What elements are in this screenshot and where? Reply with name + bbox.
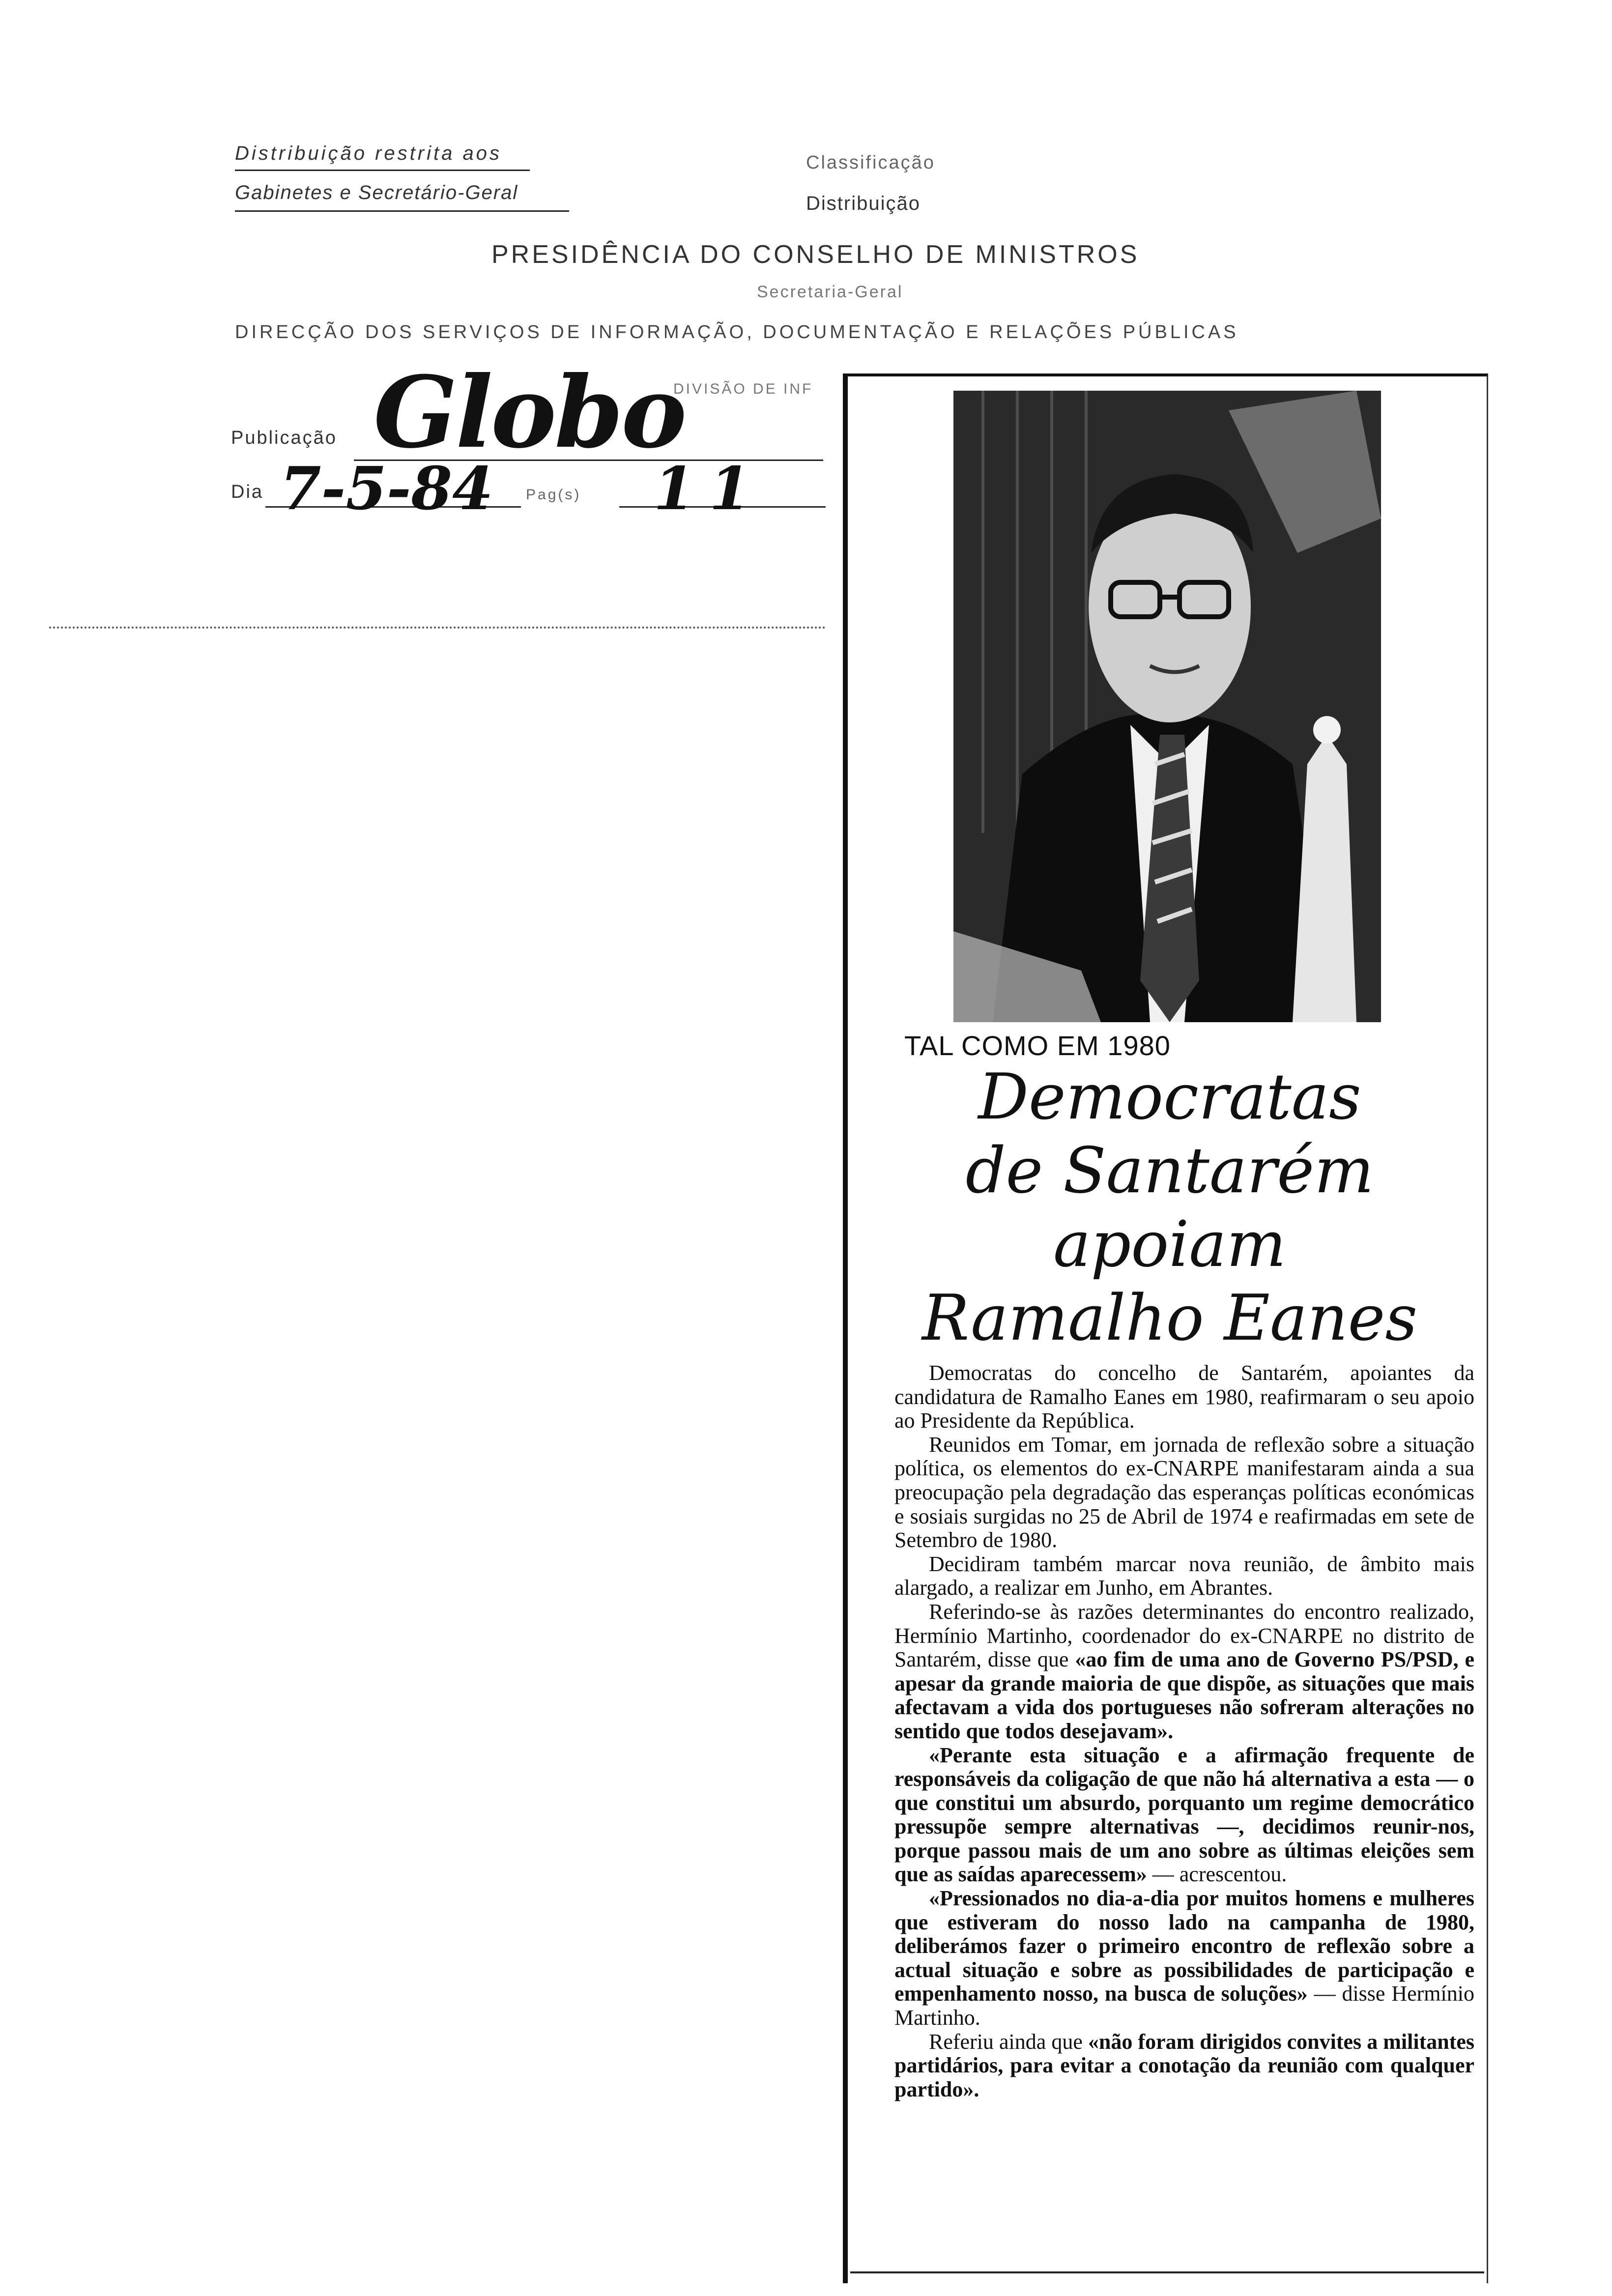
distribution-note-line1: Distribuição restrita aos [235,143,502,164]
paragraph-5 [894,1744,1474,1887]
day-label: Dia [231,482,264,502]
paragraph-2: Reunidos em Tomar, em jornada de reflexão sobre a situação política, os elementos do ex-CNARPE manifestaram ainda a sua preocupação pela degradação das esperanças políticas económicas e sosiais surgidas no 25 de Abril de 1974 e reafirmadas em sete de Setembro de 1980. [894,1432,1474,1552]
distribution-note-underline-2 [235,210,569,212]
article-headline-line3: apoiam [1053,1208,1286,1281]
paragraph-4-quote: «ao fim de uma ano de Governo PS/PSD, e apesar da grande maioria de que dispõe, as situações que mais afectavam a vida dos portugueses não sofreram alterações no sentido que todos desejavam». [894,1647,1474,1743]
distribution-note-line2: Gabinetes e Secretário-Geral [235,182,518,203]
paragraph-4-plain: Referindo-se às razões determinantes do encontro realizado, Hermínio Martinho, coordenador do ex-CNARPE no distrito de Santarém, disse que [894,1599,1474,1672]
division-label: DIVISÃO DE INF [673,381,813,397]
paragraph-7 [894,2030,1474,2102]
paragraph-7-plain: Referiu ainda que [929,2029,1088,2054]
photo-portrait-illustration [953,391,1381,1022]
paragraph-3: Decidiram também marcar nova reunião, de âmbito mais alargado, a realizar em Junho, em Abrantes. [894,1551,1474,1600]
pages-handwritten: 11 [654,454,765,523]
paragraph-6 [894,1887,1474,2030]
publication-label: Publicação [231,428,337,448]
cut-line [49,627,826,629]
secretariat-label: Secretaria-Geral [757,283,903,301]
clipping-bottom-rule [850,2271,1484,2273]
publication-handwritten: Globo [374,355,685,470]
paragraph-1: Democratas do concelho de Santarém, apoiantes da candidatura de Ramalho Eanes em 1980, reafirmaram o seu apoio ao Presidente da República. [894,1361,1474,1433]
article-photo [953,391,1381,1022]
day-handwritten: 7-5-84 [280,454,493,523]
paragraph-7-quote: «não foram dirigidos convites a militantes partidários, para evitar a conotação da reunião com qualquer partido». [894,2029,1475,2101]
paragraph-6-plain: — disse Hermínio Martinho. [894,1981,1474,2030]
paragraph-5-quote: «Perante esta situação e a afirmação frequente de responsáveis da coligação de que não há alternativa a esta — o que constitui um absurdo, porquanto um regime democrático pressupõe sempre alternativas —, decidimos reunir-nos, porque passou mais de um ano sobre as últimas eleições sem que as saídas aparecessem» [894,1743,1474,1887]
article-headline-line1: Democratas [978,1061,1361,1134]
paragraph-5-plain: — acrescentou. [1147,1862,1287,1887]
article-headline-line2: de Santarém [965,1134,1374,1207]
article-kicker: TAL COMO EM 1980 [904,1030,1171,1061]
article-body [894,1361,1474,2101]
paragraph-4 [894,1600,1474,1744]
classification-label: Classificação [806,152,935,173]
distribution-label: Distribuição [806,193,921,214]
directorate-title: DIRECÇÃO DOS SERVIÇOS DE INFORMAÇÃO, DOCUMENTAÇÃO E RELAÇÕES PÚBLICAS [235,322,1239,343]
article-headline-line4: Ramalho Eanes [921,1282,1418,1355]
paragraph-6-quote: «Pressionados no dia-a-dia por muitos homens e mulheres que estiveram do nosso lado na campanha de 1980, deliberámos fazer o primeiro encontro de reflexão sobre a actual situação e sobre as possibilidades de participação e empenhamento nosso, na busca de soluções» [894,1886,1474,2006]
pages-label: Pag(s) [526,487,581,503]
ministry-title: PRESIDÊNCIA DO CONSELHO DE MINISTROS [491,240,1140,269]
distribution-note-underline [235,170,530,171]
